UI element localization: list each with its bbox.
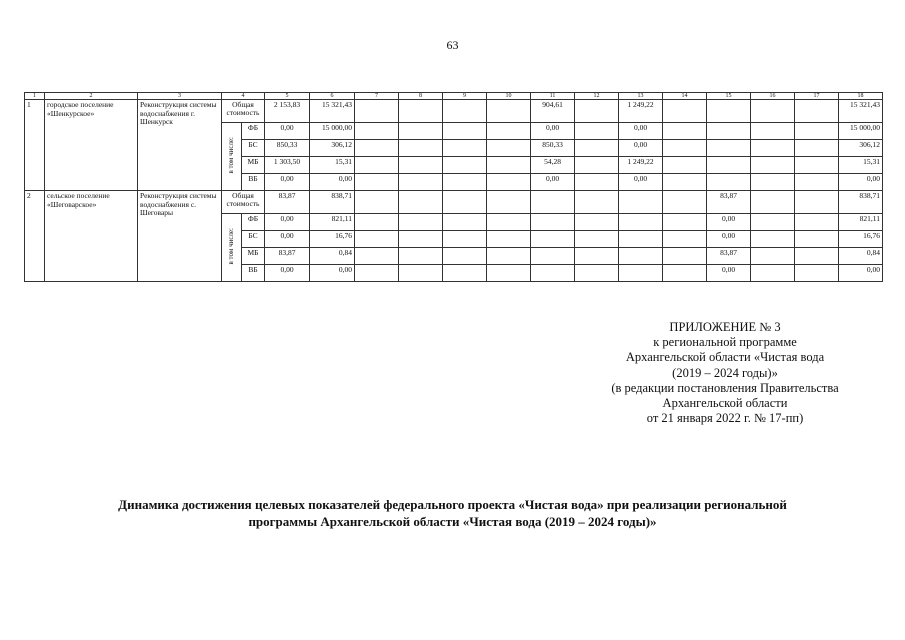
empty-cell <box>575 140 619 157</box>
value-cell-c11 <box>531 231 575 248</box>
value-cell-c6: 15 321,43 <box>310 100 355 123</box>
row-label-cell: БС <box>242 231 265 248</box>
value-cell-c6: 838,71 <box>310 191 355 214</box>
empty-cell <box>751 174 795 191</box>
value-cell-c18: 0,00 <box>839 265 883 282</box>
empty-cell <box>663 157 707 174</box>
value-cell-c18: 306,12 <box>839 140 883 157</box>
value-cell-c6: 821,11 <box>310 214 355 231</box>
empty-cell <box>399 265 443 282</box>
empty-cell <box>575 214 619 231</box>
column-number-header: 5 <box>265 93 310 100</box>
empty-cell <box>399 174 443 191</box>
empty-cell <box>487 157 531 174</box>
empty-cell <box>399 214 443 231</box>
value-cell-c13 <box>619 231 663 248</box>
empty-cell <box>575 157 619 174</box>
empty-cell <box>751 231 795 248</box>
empty-cell <box>751 140 795 157</box>
value-cell-c6: 16,76 <box>310 231 355 248</box>
appendix-line: (2019 – 2024 годы)» <box>672 365 778 380</box>
empty-cell <box>663 231 707 248</box>
row-label-cell: ФБ <box>242 214 265 231</box>
page-number: 63 <box>446 38 459 52</box>
appendix-line: (в редакции постановления Правительства <box>611 380 839 395</box>
empty-cell <box>795 100 839 123</box>
value-cell-c18: 15,31 <box>839 157 883 174</box>
column-number-header: 14 <box>663 93 707 100</box>
value-cell-c5: 0,00 <box>265 174 310 191</box>
column-number-header: 4 <box>222 93 265 100</box>
empty-cell <box>663 174 707 191</box>
empty-cell <box>795 174 839 191</box>
empty-cell <box>795 231 839 248</box>
value-cell-c18: 15 000,00 <box>839 123 883 140</box>
value-cell-c13: 1 249,22 <box>619 157 663 174</box>
financing-table <box>24 92 883 282</box>
empty-cell <box>399 191 443 214</box>
row-label-cell: Общая стоимость <box>222 191 265 214</box>
value-cell-c15 <box>707 157 751 174</box>
document-heading <box>40 496 865 530</box>
value-cell-c18: 821,11 <box>839 214 883 231</box>
appendix-line: ПРИЛОЖЕНИЕ № 3 <box>669 320 781 334</box>
value-cell-c13: 1 249,22 <box>619 100 663 123</box>
value-cell-c18: 838,71 <box>839 191 883 214</box>
settlement-cell: сельское поселение «Шеговарское» <box>45 191 138 282</box>
empty-cell <box>575 123 619 140</box>
empty-cell <box>751 100 795 123</box>
empty-cell <box>355 214 399 231</box>
empty-cell <box>663 123 707 140</box>
value-cell-c5: 850,33 <box>265 140 310 157</box>
empty-cell <box>663 265 707 282</box>
empty-cell <box>795 191 839 214</box>
column-number-header: 3 <box>138 93 222 100</box>
empty-cell <box>487 214 531 231</box>
empty-cell <box>399 123 443 140</box>
value-cell-c15 <box>707 123 751 140</box>
empty-cell <box>751 123 795 140</box>
empty-cell <box>795 265 839 282</box>
empty-cell <box>487 123 531 140</box>
column-number-header: 10 <box>487 93 531 100</box>
empty-cell <box>399 100 443 123</box>
value-cell-c18: 0,00 <box>839 174 883 191</box>
value-cell-c11: 904,61 <box>531 100 575 123</box>
column-number-header: 6 <box>310 93 355 100</box>
appendix-line: от 21 января 2022 г. № 17-пп) <box>646 411 804 426</box>
empty-cell <box>443 231 487 248</box>
value-cell-c5: 0,00 <box>265 123 310 140</box>
empty-cell <box>575 174 619 191</box>
vertical-label: в том числе: <box>227 227 236 265</box>
settlement-cell: городское поселение «Шенкурское» <box>45 100 138 191</box>
value-cell-c18: 0,84 <box>839 248 883 265</box>
value-cell-c13 <box>619 248 663 265</box>
empty-cell <box>751 191 795 214</box>
empty-cell <box>399 140 443 157</box>
value-cell-c5: 1 303,50 <box>265 157 310 174</box>
value-cell-c11 <box>531 248 575 265</box>
value-cell-c15: 0,00 <box>707 265 751 282</box>
value-cell-c5: 2 153,83 <box>265 100 310 123</box>
empty-cell <box>487 265 531 282</box>
value-cell-c13: 0,00 <box>619 140 663 157</box>
project-cell: Реконструкция системы водоснабжения с. Шеговары <box>138 191 222 282</box>
empty-cell <box>663 248 707 265</box>
value-cell-c5: 0,00 <box>265 265 310 282</box>
empty-cell <box>399 157 443 174</box>
value-cell-c15: 0,00 <box>707 214 751 231</box>
project-cell: Реконструкция системы водоснабжения г. Шенкурск <box>138 100 222 191</box>
row-label-cell: Общая стоимость <box>222 100 265 123</box>
value-cell-c15: 83,87 <box>707 248 751 265</box>
empty-cell <box>575 265 619 282</box>
value-cell-c11: 0,00 <box>531 174 575 191</box>
vertical-label-cell <box>222 214 242 282</box>
column-number-header: 16 <box>751 93 795 100</box>
empty-cell <box>751 157 795 174</box>
empty-cell <box>399 248 443 265</box>
empty-cell <box>487 231 531 248</box>
column-number-header: 8 <box>399 93 443 100</box>
row-number-cell: 2 <box>25 191 45 282</box>
empty-cell <box>751 248 795 265</box>
value-cell-c11 <box>531 214 575 231</box>
empty-cell <box>663 191 707 214</box>
empty-cell <box>443 191 487 214</box>
value-cell-c13 <box>619 191 663 214</box>
heading-line: программы Архангельской области «Чистая вода (2019 – 2024 годы)» <box>248 514 657 529</box>
row-label-cell: ВБ <box>242 174 265 191</box>
value-cell-c6: 15 000,00 <box>310 123 355 140</box>
value-cell-c15 <box>707 174 751 191</box>
empty-cell <box>443 157 487 174</box>
row-label-cell: МБ <box>242 157 265 174</box>
empty-cell <box>575 231 619 248</box>
empty-cell <box>487 248 531 265</box>
value-cell-c6: 0,84 <box>310 248 355 265</box>
appendix-line: Архангельской области <box>662 396 788 411</box>
empty-cell <box>355 191 399 214</box>
vertical-label-cell <box>222 123 242 191</box>
value-cell-c13: 0,00 <box>619 123 663 140</box>
empty-cell <box>443 174 487 191</box>
empty-cell <box>399 231 443 248</box>
empty-cell <box>487 140 531 157</box>
empty-cell <box>443 248 487 265</box>
empty-cell <box>443 123 487 140</box>
value-cell-c13 <box>619 265 663 282</box>
value-cell-c5: 0,00 <box>265 214 310 231</box>
row-label-cell: ФБ <box>242 123 265 140</box>
empty-cell <box>663 214 707 231</box>
empty-cell <box>355 174 399 191</box>
table-row <box>25 191 883 214</box>
value-cell-c11: 0,00 <box>531 123 575 140</box>
empty-cell <box>487 100 531 123</box>
empty-cell <box>355 157 399 174</box>
value-cell-c11 <box>531 265 575 282</box>
empty-cell <box>751 265 795 282</box>
value-cell-c11 <box>531 191 575 214</box>
row-number-cell: 1 <box>25 100 45 191</box>
empty-cell <box>751 214 795 231</box>
empty-cell <box>355 123 399 140</box>
column-number-header: 11 <box>531 93 575 100</box>
value-cell-c15: 0,00 <box>707 231 751 248</box>
value-cell-c5: 0,00 <box>265 231 310 248</box>
row-label-cell: ВБ <box>242 265 265 282</box>
vertical-label: в том числе: <box>227 136 236 174</box>
empty-cell <box>795 140 839 157</box>
empty-cell <box>575 191 619 214</box>
value-cell-c18: 15 321,43 <box>839 100 883 123</box>
column-number-header: 7 <box>355 93 399 100</box>
value-cell-c15 <box>707 100 751 123</box>
column-number-header: 2 <box>45 93 138 100</box>
value-cell-c13: 0,00 <box>619 174 663 191</box>
appendix-line: Архангельской области «Чистая вода <box>625 350 825 365</box>
value-cell-c15 <box>707 140 751 157</box>
column-number-header: 15 <box>707 93 751 100</box>
value-cell-c6: 15,31 <box>310 157 355 174</box>
empty-cell <box>663 100 707 123</box>
empty-cell <box>795 157 839 174</box>
column-number-header: 1 <box>25 93 45 100</box>
value-cell-c5: 83,87 <box>265 191 310 214</box>
value-cell-c11: 54,28 <box>531 157 575 174</box>
empty-cell <box>795 123 839 140</box>
empty-cell <box>355 140 399 157</box>
table-row <box>25 100 883 123</box>
table-header-row <box>25 93 883 100</box>
column-number-header: 12 <box>575 93 619 100</box>
value-cell-c6: 0,00 <box>310 265 355 282</box>
value-cell-c11: 850,33 <box>531 140 575 157</box>
empty-cell <box>795 214 839 231</box>
empty-cell <box>443 140 487 157</box>
row-label-cell: БС <box>242 140 265 157</box>
row-label-cell: МБ <box>242 248 265 265</box>
value-cell-c6: 0,00 <box>310 174 355 191</box>
column-number-header: 17 <box>795 93 839 100</box>
value-cell-c6: 306,12 <box>310 140 355 157</box>
empty-cell <box>487 191 531 214</box>
column-number-header: 9 <box>443 93 487 100</box>
empty-cell <box>355 231 399 248</box>
empty-cell <box>355 100 399 123</box>
empty-cell <box>575 100 619 123</box>
empty-cell <box>575 248 619 265</box>
appendix-block <box>585 320 865 426</box>
value-cell-c13 <box>619 214 663 231</box>
empty-cell <box>355 248 399 265</box>
appendix-line: к региональной программе <box>653 335 797 350</box>
empty-cell <box>443 214 487 231</box>
empty-cell <box>355 265 399 282</box>
empty-cell <box>663 140 707 157</box>
empty-cell <box>443 100 487 123</box>
empty-cell <box>795 248 839 265</box>
value-cell-c18: 16,76 <box>839 231 883 248</box>
value-cell-c15: 83,87 <box>707 191 751 214</box>
heading-line: Динамика достижения целевых показателей федерального проекта «Чистая вода» при реализации региональной <box>118 497 787 512</box>
column-number-header: 18 <box>839 93 883 100</box>
empty-cell <box>443 265 487 282</box>
value-cell-c5: 83,87 <box>265 248 310 265</box>
empty-cell <box>487 174 531 191</box>
column-number-header: 13 <box>619 93 663 100</box>
